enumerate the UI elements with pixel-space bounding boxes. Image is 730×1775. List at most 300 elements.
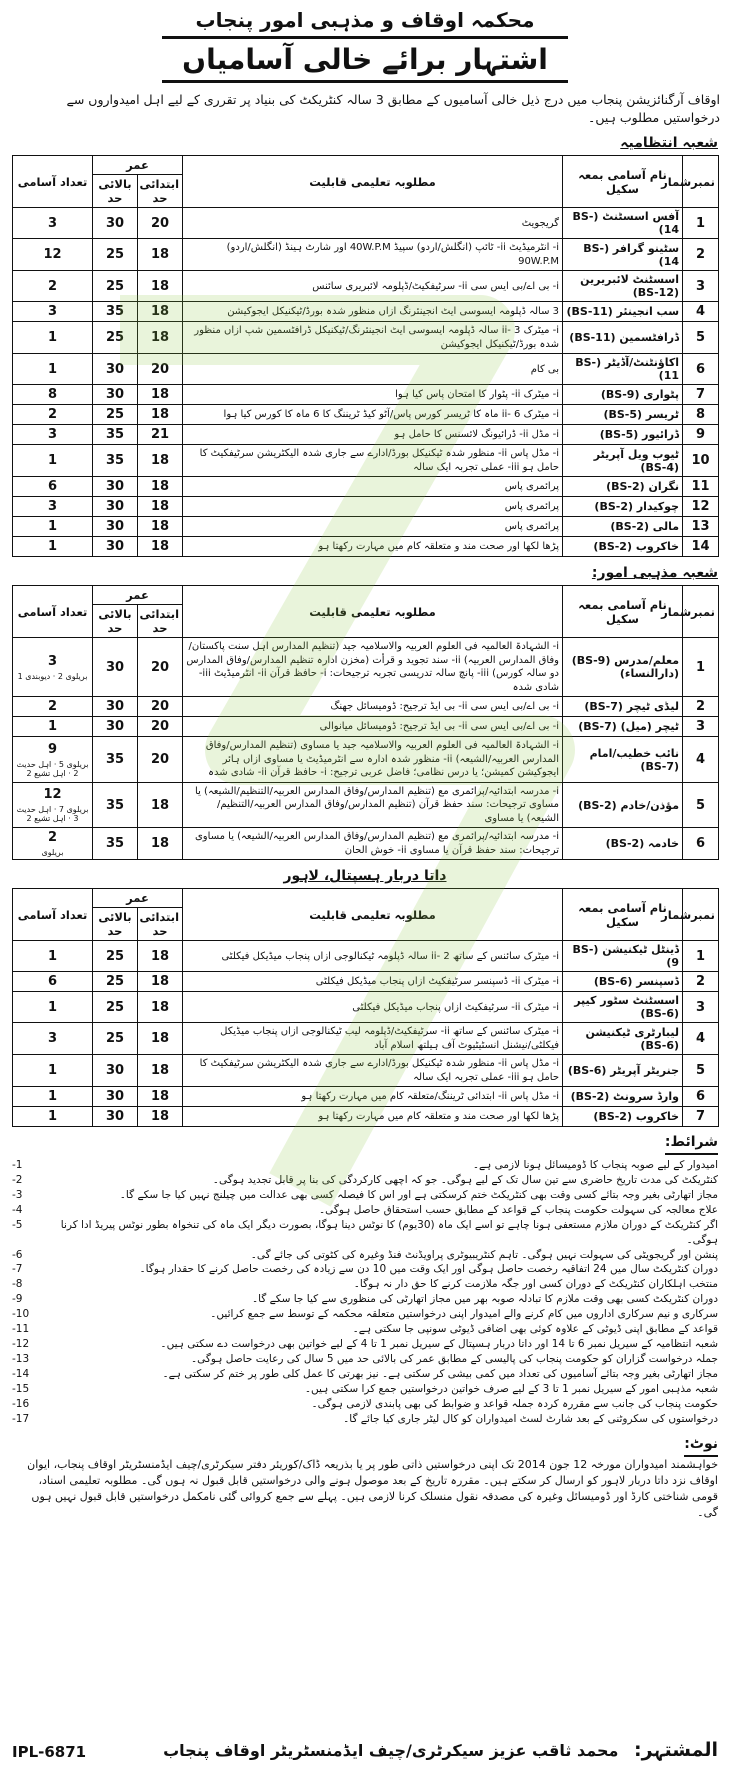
condition-item xyxy=(12,1173,718,1188)
table-row xyxy=(13,497,719,517)
cell-count xyxy=(13,208,93,239)
cell-max-age: 35 xyxy=(93,737,138,783)
table-row xyxy=(13,537,719,557)
cell-qualification: i- میٹرک سائنس کے ساتھ ii- 2 سالہ ڈپلومہ ٹیکنالوجی ازاں پنجاب میڈیکل فیکلٹی xyxy=(183,941,563,972)
cell-count xyxy=(13,354,93,385)
cell-serial: 12 xyxy=(683,497,719,517)
cell-serial: 11 xyxy=(683,477,719,497)
cell-qualification: پڑھا لکھا اور صحت مند و متعلقہ کام میں مہارت رکھتا ہو xyxy=(183,1107,563,1127)
cell-max-age: 25 xyxy=(93,239,138,271)
col-header-post: نام آسامی بمعہ سکیل xyxy=(563,889,683,941)
condition-number: -10 xyxy=(12,1308,30,1321)
cell-serial: 2 xyxy=(683,697,719,717)
advertiser-label: المشتہر: xyxy=(633,1739,718,1761)
cell-min-age: 18 xyxy=(138,385,183,405)
count-breakdown: بریلوی 5 · اہل حدیث 2 · اہل تشیع 2 xyxy=(16,759,89,778)
cell-count xyxy=(13,239,93,271)
count-value: 2 xyxy=(47,830,58,846)
table-row xyxy=(13,517,719,537)
table-row xyxy=(13,717,719,737)
count-value: 3 xyxy=(47,427,58,443)
cell-serial: 3 xyxy=(683,717,719,737)
col-header-age: عمر xyxy=(93,586,183,605)
cell-qualification: i- مڈل ii- ڈرائیونگ لائسنس کا حامل ہو xyxy=(183,425,563,445)
cell-max-age: 25 xyxy=(93,271,138,302)
cell-serial: 6 xyxy=(683,354,719,385)
cell-serial: 2 xyxy=(683,972,719,992)
condition-number: -11 xyxy=(12,1323,30,1336)
condition-number: -14 xyxy=(12,1367,30,1380)
count-value: 1 xyxy=(47,948,58,964)
cell-serial: 3 xyxy=(683,271,719,302)
condition-item xyxy=(12,1367,718,1382)
cell-max-age: 30 xyxy=(93,1087,138,1107)
condition-text: مجاز اتھارٹی بغیر وجہ بتائے کسی وقت بھی کنٹریکٹ ختم کرسکتی ہے اور اس کا فیصلہ کسی بھی عدالت میں چیلنج نہیں کیا جا سکے گا۔ xyxy=(119,1188,718,1201)
cell-qualification: پڑھا لکھا اور صحت مند و متعلقہ کام میں مہارت رکھتا ہو xyxy=(183,537,563,557)
count-value: 2 xyxy=(47,278,58,294)
condition-item xyxy=(12,1248,718,1263)
cell-count xyxy=(13,1055,93,1087)
cell-max-age: 25 xyxy=(93,1023,138,1055)
count-value: 1 xyxy=(47,539,58,555)
cell-min-age: 20 xyxy=(138,638,183,697)
cell-qualification: i- میٹرک ii- ڈسپنسر سرٹیفکیٹ ازاں پنجاب میڈیکل فیکلٹی xyxy=(183,972,563,992)
condition-text: دوران کنٹریکٹ کسی بھی وقت ملازم کا تبادلہ صوبہ بھر میں مجاز اتھارٹی کی منظوری سے کیا جا سکے گا۔ xyxy=(251,1293,718,1306)
condition-item xyxy=(12,1262,718,1277)
cell-qualification: i- میٹرک ii- 3 سالہ ڈپلومہ ایسوسی ایٹ انجینئرنگ/ٹیکنیکل ڈرافٹسمین شپ ازاں منظور شدہ بورڈ/ٹیکنیکل ایجوکیشن xyxy=(183,322,563,354)
cell-max-age: 30 xyxy=(93,537,138,557)
col-header-count: تعداد آسامی xyxy=(13,586,93,638)
cell-post: جنریٹر آپریٹر (BS-6) xyxy=(563,1055,683,1087)
table-row xyxy=(13,302,719,322)
col-header-max-age: بالائی حد xyxy=(93,908,138,941)
table-row xyxy=(13,271,719,302)
count-value: 3 xyxy=(47,304,58,320)
condition-number: -16 xyxy=(12,1397,30,1410)
col-header-min-age: ابتدائی حد xyxy=(138,175,183,208)
header xyxy=(0,0,730,127)
conditions-title: شرائط: xyxy=(665,1133,718,1155)
condition-text: کنٹریکٹ کی مدت تاریخ حاضری سے تین سال تک کے لیے ہوگی۔ جو کہ اچھی کارکردگی کی بنا پر قابل تجدید ہوگی۔ xyxy=(212,1174,718,1187)
condition-text: مجاز اتھارٹی بغیر وجہ بتائے آسامیوں کی تعداد میں کمی بیشی کر سکتی ہے۔ نیز بھرتی کا عمل کلی طور پر ختم کر سکتی ہے۔ xyxy=(162,1367,718,1380)
table-row xyxy=(13,425,719,445)
note-title: نوٹ: xyxy=(684,1434,718,1456)
cell-serial: 13 xyxy=(683,517,719,537)
condition-item xyxy=(12,1307,718,1322)
cell-serial: 5 xyxy=(683,782,719,828)
cell-qualification: i- میٹرک سائنس کے ساتھ ii- سرٹیفکیٹ/ڈپلومہ لیب ٹیکنالوجی ازاں پنجاب میڈیکل فیکلٹی/نیشنل انسٹیٹیوٹ آف ہیلتھ اسلام آباد xyxy=(183,1023,563,1055)
cell-qualification: i- الشہادۃ العالمیہ فی العلوم العربیہ والاسلامیہ جید (تنظیم المدارس اہل سنت پاکستان/وفاق المدارس العربیہ) ii- سند تجوید و قرأت (مخزن ادارہ تنظیم المدارس/وفاق المدارس دو سالہ کورس) iii- پانچ سالہ تدریسی تجربہ ترجیحات: i- حافظ قرآن ii- انٹرمیڈیٹ iii- شادی شدہ xyxy=(183,638,563,697)
table-row xyxy=(13,697,719,717)
cell-max-age: 25 xyxy=(93,405,138,425)
cell-serial: 1 xyxy=(683,638,719,697)
cell-post: معلم/مدرس (BS-9) (دارالنساء) xyxy=(563,638,683,697)
condition-number: -8 xyxy=(12,1278,23,1291)
count-value: 3 xyxy=(47,1031,58,1047)
col-header-qualification: مطلوبہ تعلیمی قابلیت xyxy=(183,586,563,638)
count-value: 1 xyxy=(47,719,58,735)
condition-text: دوران کنٹریکٹ سال میں 24 اتفاقیہ رخصت حاصل ہوگی اور ایک وقت میں 10 دن سے زیادہ کی رخصت حاصل کرنے کا حقدار ہوگا۔ xyxy=(139,1263,718,1276)
count-value: 12 xyxy=(43,247,62,263)
cell-post: وارڈ سرونٹ (BS-2) xyxy=(563,1087,683,1107)
count-value: 6 xyxy=(47,974,58,990)
table-row xyxy=(13,1055,719,1087)
col-header-serial: نمبرشمار xyxy=(683,889,719,941)
cell-serial: 8 xyxy=(683,405,719,425)
col-header-count: تعداد آسامی xyxy=(13,156,93,208)
col-header-post: نام آسامی بمعہ سکیل xyxy=(563,156,683,208)
condition-text: علاج معالجہ کی سہولت حکومت پنجاب کے قواعد کے مطابق حسب استحقاق حاصل ہوگی۔ xyxy=(318,1203,718,1216)
cell-min-age: 18 xyxy=(138,1023,183,1055)
cell-serial: 1 xyxy=(683,941,719,972)
cell-max-age: 30 xyxy=(93,1055,138,1087)
condition-item xyxy=(12,1203,718,1218)
cell-max-age: 30 xyxy=(93,208,138,239)
col-header-count: تعداد آسامی xyxy=(13,889,93,941)
count-value: 1 xyxy=(47,1063,58,1079)
cell-min-age: 18 xyxy=(138,782,183,828)
count-value: 6 xyxy=(47,479,58,495)
table-row xyxy=(13,1023,719,1055)
count-breakdown: بریلوی xyxy=(41,848,64,858)
cell-post: ڈینٹل ٹیکنیشن (BS-9) xyxy=(563,941,683,972)
cell-post: ڈرائیور (BS-5) xyxy=(563,425,683,445)
cell-min-age: 20 xyxy=(138,697,183,717)
count-value: 8 xyxy=(47,387,58,403)
table-row xyxy=(13,322,719,354)
cell-post: خاکروب (BS-2) xyxy=(563,1107,683,1127)
cell-qualification: i- میٹرک ii- پٹوار کا امتحان پاس کیا ہوا xyxy=(183,385,563,405)
count-value: 1 xyxy=(47,1109,58,1125)
count-value: 1 xyxy=(47,1089,58,1105)
col-header-age: عمر xyxy=(93,156,183,175)
cell-max-age: 35 xyxy=(93,445,138,477)
col-header-serial: نمبرشمار xyxy=(683,156,719,208)
cell-count xyxy=(13,497,93,517)
cell-max-age: 25 xyxy=(93,992,138,1023)
cell-count xyxy=(13,445,93,477)
cell-min-age: 18 xyxy=(138,239,183,271)
cell-post: پٹواری (BS-9) xyxy=(563,385,683,405)
cell-max-age: 30 xyxy=(93,497,138,517)
cell-count xyxy=(13,1023,93,1055)
cell-qualification: i- میٹرک ii- 6 ماہ کا ٹریسر کورس پاس/آٹو کیڈ ٹریننگ کا 6 ماہ کا کورس کیا ہوا xyxy=(183,405,563,425)
count-value: 1 xyxy=(47,519,58,535)
cell-max-age: 30 xyxy=(93,385,138,405)
cell-post: مالی (BS-2) xyxy=(563,517,683,537)
condition-item xyxy=(12,1322,718,1337)
cell-qualification: بی کام xyxy=(183,354,563,385)
cell-count xyxy=(13,385,93,405)
table-row xyxy=(13,1087,719,1107)
cell-count xyxy=(13,972,93,992)
condition-text: سرکاری و نیم سرکاری اداروں میں کام کرنے والے امیدوار اپنی درخواستیں متعلقہ محکمہ کے توسط سے جمع کرائیں۔ xyxy=(210,1308,718,1321)
note-text: خواہشمند امیدواران مورخہ 12 جون 2014 تک اپنی درخواستیں ذاتی طور پر یا بذریعہ ڈاک/کوریئر دفتر سیکرٹری/چیف ایڈمنسٹریٹر اوقاف پنجاب، ایوان اوقاف نزد داتا دربار لاہور کو ارسال کر سکتے ہیں۔ مقررہ تاریخ کے بعد موصول ہونے والی درخواستیں قابل قبول نہ ہوں گی۔ مطلوبہ تعلیمی اسناد، قومی شناختی کارڈ اور ڈومیسائل وغیرہ کی مصدقہ نقول منسلک کرنا لازمی ہیں۔ پہلے سے جمع کروائی گئی نامکمل درخواستیں قابل قبول نہیں ہوں گی۔ xyxy=(27,1457,718,1519)
cell-qualification: پرائمری پاس xyxy=(183,517,563,537)
cell-max-age: 35 xyxy=(93,425,138,445)
table-row xyxy=(13,405,719,425)
table-row xyxy=(13,208,719,239)
table-admin xyxy=(12,155,719,557)
condition-text: جملہ درخواست گزاران کو حکومت پنجاب کی پالیسی کے مطابق عمر کی بالائی حد میں 5 سال کی رعایت حاصل ہوگی۔ xyxy=(190,1352,718,1365)
condition-text: اگر کنٹریکٹ کے دوران ملازم مستعفی ہونا چاہے تو اسے ایک ماہ (30یوم) کا نوٹس دینا ہوگا، بصورت دیگر ایک ماہ کی تنخواہ بطور نوٹس پیریڈ ادا کرنا ہوگی۔ xyxy=(60,1218,718,1246)
cell-min-age: 18 xyxy=(138,1087,183,1107)
cell-min-age: 20 xyxy=(138,354,183,385)
cell-max-age: 30 xyxy=(93,517,138,537)
note xyxy=(12,1434,718,1520)
cell-post: مؤذن/خادم (BS-2) xyxy=(563,782,683,828)
cell-qualification: پرائمری پاس xyxy=(183,497,563,517)
count-value: 2 xyxy=(47,699,58,715)
cell-max-age: 30 xyxy=(93,354,138,385)
condition-item xyxy=(12,1382,718,1397)
condition-item xyxy=(12,1412,718,1427)
cell-serial: 1 xyxy=(683,208,719,239)
cell-serial: 6 xyxy=(683,828,719,860)
cell-post: ڈسپنسر (BS-6) xyxy=(563,972,683,992)
condition-number: -13 xyxy=(12,1352,30,1365)
cell-max-age: 30 xyxy=(93,477,138,497)
table-hospital xyxy=(12,888,719,1127)
table-row xyxy=(13,445,719,477)
condition-number: -15 xyxy=(12,1382,30,1395)
cell-min-age: 18 xyxy=(138,302,183,322)
table-row xyxy=(13,477,719,497)
cell-min-age: 18 xyxy=(138,497,183,517)
cell-post: آفس اسسٹنٹ (BS-14) xyxy=(563,208,683,239)
cell-min-age: 18 xyxy=(138,271,183,302)
cell-post: خاکروب (BS-2) xyxy=(563,537,683,557)
condition-item xyxy=(12,1337,718,1352)
cell-max-age: 35 xyxy=(93,782,138,828)
condition-item xyxy=(12,1352,718,1367)
cell-serial: 14 xyxy=(683,537,719,557)
cell-post: ٹیوب ویل آپریٹر (BS-4) xyxy=(563,445,683,477)
cell-serial: 10 xyxy=(683,445,719,477)
ad-intro: اوقاف آرگنائزیشن پنجاب میں درج ذیل خالی آسامیوں کے مطابق 3 سالہ کنٹریکٹ کی بنیاد پر تقرری کے لیے اہل امیدواروں سے درخواستیں مطلوب ہیں۔ xyxy=(66,92,720,126)
cell-min-age: 20 xyxy=(138,737,183,783)
cell-qualification: 3 سالہ ڈپلومہ ایسوسی ایٹ انجینئرنگ ازاں منظور شدہ بورڈ/ٹیکنیکل ایجوکیشن xyxy=(183,302,563,322)
cell-min-age: 18 xyxy=(138,322,183,354)
cell-serial: 2 xyxy=(683,239,719,271)
cell-count xyxy=(13,1107,93,1127)
count-value: 3 xyxy=(47,499,58,515)
cell-serial: 4 xyxy=(683,737,719,783)
cell-max-age: 35 xyxy=(93,302,138,322)
cell-count xyxy=(13,638,93,697)
condition-text: امیدوار کے لیے صوبہ پنجاب کا ڈومیسائل ہونا لازمی ہے۔ xyxy=(472,1159,718,1172)
cell-min-age: 18 xyxy=(138,972,183,992)
col-header-min-age: ابتدائی حد xyxy=(138,908,183,941)
condition-text: حکومت پنجاب کی جانب سے مقررہ کردہ جملہ قواعد و ضوابط کی بھی پابندی لازمی ہوگی۔ xyxy=(311,1397,718,1410)
cell-serial: 4 xyxy=(683,302,719,322)
advertiser-name: محمد ثاقب عزیز سیکرٹری/چیف ایڈمنسٹریٹر اوقاف پنجاب xyxy=(163,1741,619,1760)
cell-max-age: 30 xyxy=(93,717,138,737)
cell-post: خادمہ (BS-2) xyxy=(563,828,683,860)
cell-qualification: i- انٹرمیڈیٹ ii- ٹائپ (انگلش/اردو) سپیڈ 40W.P.M اور شارٹ ہینڈ (انگلش/اردو) 90W.P.M xyxy=(183,239,563,271)
col-header-serial: نمبرشمار xyxy=(683,586,719,638)
cell-qualification: i- بی اے/بی ایس سی ii- بی ایڈ ترجیح: ڈومیسائل جھنگ xyxy=(183,697,563,717)
cell-max-age: 25 xyxy=(93,941,138,972)
condition-item xyxy=(12,1292,718,1307)
cell-serial: 6 xyxy=(683,1087,719,1107)
cell-count xyxy=(13,992,93,1023)
count-value: 1 xyxy=(47,453,58,469)
table-row xyxy=(13,737,719,783)
conditions xyxy=(12,1133,718,1426)
cell-qualification: i- الشہادۃ العالمیہ فی العلوم العربیہ والاسلامیہ جید یا مساوی (تنظیم المدارس/وفاق المدارس العربیہ/الشیعہ) ii- منظور شدہ ادارہ سے انٹرمیڈیٹ یا مساوی ازاں ہائر ایجوکیشن کمیشن؛ یا درس نظامی؛ فاضل عربی ترجیح: i- حافظ قرآن ii- شادی شدہ xyxy=(183,737,563,783)
cell-post: ٹریسر (BS-5) xyxy=(563,405,683,425)
cell-count xyxy=(13,302,93,322)
cell-post: اکاؤنٹنٹ/آڈیٹر (BS-11) xyxy=(563,354,683,385)
count-value: 3 xyxy=(47,215,58,231)
table-row xyxy=(13,941,719,972)
cell-min-age: 18 xyxy=(138,992,183,1023)
condition-item xyxy=(12,1188,718,1203)
section-title-admin: شعبہ انتظامیہ xyxy=(620,135,718,152)
col-header-min-age: ابتدائی حد xyxy=(138,605,183,638)
condition-item xyxy=(12,1397,718,1412)
count-value: 12 xyxy=(43,787,62,802)
condition-text: درخواستوں کی سکروٹنی کے بعد شارٹ لسٹ امیدواران کو کال لیٹر جاری کیا جائے گا۔ xyxy=(343,1412,718,1425)
cell-max-age: 30 xyxy=(93,1107,138,1127)
col-header-max-age: بالائی حد xyxy=(93,175,138,208)
cell-qualification: i- مڈل پاس ii- منظور شدہ ٹیکنیکل بورڈ/ادارے سے جاری شدہ الیکٹریشن سرٹیفکیٹ کا حامل ہو iii- عملی تجربہ ایک سالہ xyxy=(183,1055,563,1087)
table-row xyxy=(13,992,719,1023)
table-row xyxy=(13,385,719,405)
cell-min-age: 18 xyxy=(138,828,183,860)
col-header-max-age: بالائی حد xyxy=(93,605,138,638)
cell-serial: 9 xyxy=(683,425,719,445)
cell-qualification: پرائمری پاس xyxy=(183,477,563,497)
cell-post: سب انجینئر (BS-11) xyxy=(563,302,683,322)
ad-title: اشتہار برائے خالی آسامیاں xyxy=(162,36,568,83)
cell-count xyxy=(13,737,93,783)
cell-post: ٹیچر (میل) (BS-7) xyxy=(563,717,683,737)
cell-count xyxy=(13,828,93,860)
cell-post: لیبارٹری ٹیکنیشن (BS-6) xyxy=(563,1023,683,1055)
table-row xyxy=(13,354,719,385)
count-value: 3 xyxy=(47,653,58,669)
cell-serial: 7 xyxy=(683,385,719,405)
cell-serial: 7 xyxy=(683,1107,719,1127)
condition-item xyxy=(12,1218,718,1248)
cell-min-age: 18 xyxy=(138,445,183,477)
count-value: 2 xyxy=(47,407,58,423)
count-value: 1 xyxy=(47,330,58,346)
condition-text: شعبہ انتظامیہ کے سیریل نمبر 6 تا 14 اور داتا دربار ہسپتال کے سیریل نمبر 1 تا 4 کے لیے خواتین بھی درخواست دے سکتی ہیں۔ xyxy=(160,1338,718,1350)
cell-qualification: i- مڈل پاس ii- ابتدائی ٹریننگ/متعلقہ کام میں مہارت رکھتا ہو xyxy=(183,1087,563,1107)
cell-post: سٹینو گرافر (BS-14) xyxy=(563,239,683,271)
condition-text: شعبہ مذہبی امور کے سیریل نمبر 1 تا 3 کے لیے صرف خواتین درخواستیں جمع کرا سکتی ہیں۔ xyxy=(304,1382,718,1395)
cell-count xyxy=(13,517,93,537)
count-value: 1 xyxy=(47,999,58,1015)
cell-qualification: i- میٹرک ii- سرٹیفکیٹ ازاں پنجاب میڈیکل فیکلٹی xyxy=(183,992,563,1023)
cell-post: اسسٹنٹ سٹور کیپر (BS-6) xyxy=(563,992,683,1023)
condition-number: -9 xyxy=(12,1293,23,1306)
condition-item xyxy=(12,1277,718,1292)
cell-post: نگران (BS-2) xyxy=(563,477,683,497)
condition-number: -17 xyxy=(12,1412,30,1425)
cell-qualification: i- مدرسہ ابتدائیہ/پرائمری مع (تنظیم المدارس/وفاق المدارس العربیہ/الشیعہ) یا مساوی ترجیحات: سند حفظ قرآن یا مساوی ii- خوش الحان xyxy=(183,828,563,860)
cell-qualification: گریجویٹ xyxy=(183,208,563,239)
cell-min-age: 20 xyxy=(138,717,183,737)
advertiser-signature xyxy=(163,1739,718,1761)
section-title-hospital: داتا دربار ہسپتال، لاہور xyxy=(283,868,447,885)
count-breakdown: بریلوی 2 · دیوبندی 1 xyxy=(17,671,88,681)
col-header-post: نام آسامی بمعہ سکیل xyxy=(563,586,683,638)
condition-number: -6 xyxy=(12,1248,23,1261)
cell-qualification: i- بی اے/بی ایس سی ii- سرٹیفکیٹ/ڈپلومہ لائبریری سائنس xyxy=(183,271,563,302)
condition-number: -2 xyxy=(12,1174,23,1187)
cell-post: اسسٹنٹ لائبریرین (BS-12) xyxy=(563,271,683,302)
condition-number: -5 xyxy=(12,1218,23,1231)
condition-item xyxy=(12,1158,718,1173)
cell-serial: 5 xyxy=(683,1055,719,1087)
cell-serial: 4 xyxy=(683,1023,719,1055)
condition-text: پنشن اور گریجویٹی کی سہولت نہیں ہوگی۔ تاہم کنٹریبیوٹری پراویڈنٹ فنڈ وغیرہ کی کٹوتی کی جائے گی۔ xyxy=(250,1248,718,1261)
cell-count xyxy=(13,717,93,737)
table-row xyxy=(13,972,719,992)
conditions-list xyxy=(12,1158,718,1426)
table-row xyxy=(13,1107,719,1127)
cell-count xyxy=(13,322,93,354)
cell-count xyxy=(13,271,93,302)
table-religious xyxy=(12,585,719,860)
table-row xyxy=(13,239,719,271)
cell-count xyxy=(13,425,93,445)
table-row xyxy=(13,782,719,828)
cell-post: چوکیدار (BS-2) xyxy=(563,497,683,517)
condition-number: -12 xyxy=(12,1338,30,1350)
cell-count xyxy=(13,537,93,557)
cell-min-age: 21 xyxy=(138,425,183,445)
cell-count xyxy=(13,1087,93,1107)
section-title-religious: شعبہ مذہبی امور: xyxy=(591,565,718,582)
count-value: 9 xyxy=(47,741,58,757)
cell-min-age: 18 xyxy=(138,517,183,537)
table-row xyxy=(13,828,719,860)
cell-max-age: 30 xyxy=(93,638,138,697)
cell-min-age: 18 xyxy=(138,537,183,557)
cell-max-age: 30 xyxy=(93,697,138,717)
cell-min-age: 18 xyxy=(138,1055,183,1087)
cell-post: لیڈی ٹیچر (BS-7) xyxy=(563,697,683,717)
cell-max-age: 25 xyxy=(93,322,138,354)
cell-serial: 3 xyxy=(683,992,719,1023)
condition-text: منتخب اہلکاران کنٹریکٹ کے دوران کسی اور جگہ ملازمت کرنے کا حق دار نہ ہوگا۔ xyxy=(353,1278,718,1291)
cell-qualification: i- بی اے/بی ایس سی ii- بی ایڈ ترجیح: ڈومیسائل میانوالی xyxy=(183,717,563,737)
cell-count xyxy=(13,477,93,497)
cell-count xyxy=(13,941,93,972)
condition-text: قواعد کے مطابق اپنی ڈیوٹی کے علاوہ کوئی بھی اضافی ڈیوٹی سونپی جا سکتی ہے۔ xyxy=(352,1323,718,1336)
condition-number: -4 xyxy=(12,1203,23,1216)
count-breakdown: بریلوی 7 · اہل حدیث 3 · اہل تشیع 2 xyxy=(16,805,89,823)
cell-min-age: 20 xyxy=(138,208,183,239)
condition-number: -1 xyxy=(12,1159,23,1172)
cell-serial: 5 xyxy=(683,322,719,354)
cell-max-age: 35 xyxy=(93,828,138,860)
cell-qualification: i- مدرسہ ابتدائیہ/پرائمری مع (تنظیم المدارس/وفاق المدارس العربیہ/التنظیم/الشیعہ) یا مساوی ترجیحات: سند حفظ قرآن (تنظیم المدارس/وفاق المدارس العربیہ/التنظیم/الشیعہ) یا مساوی xyxy=(183,782,563,828)
cell-count xyxy=(13,697,93,717)
cell-min-age: 18 xyxy=(138,1107,183,1127)
cell-count xyxy=(13,405,93,425)
condition-number: -3 xyxy=(12,1188,23,1201)
count-value: 1 xyxy=(47,361,58,377)
condition-number: -7 xyxy=(12,1263,23,1276)
table-row xyxy=(13,638,719,697)
ipl-number: IPL-6871 xyxy=(12,1743,87,1761)
